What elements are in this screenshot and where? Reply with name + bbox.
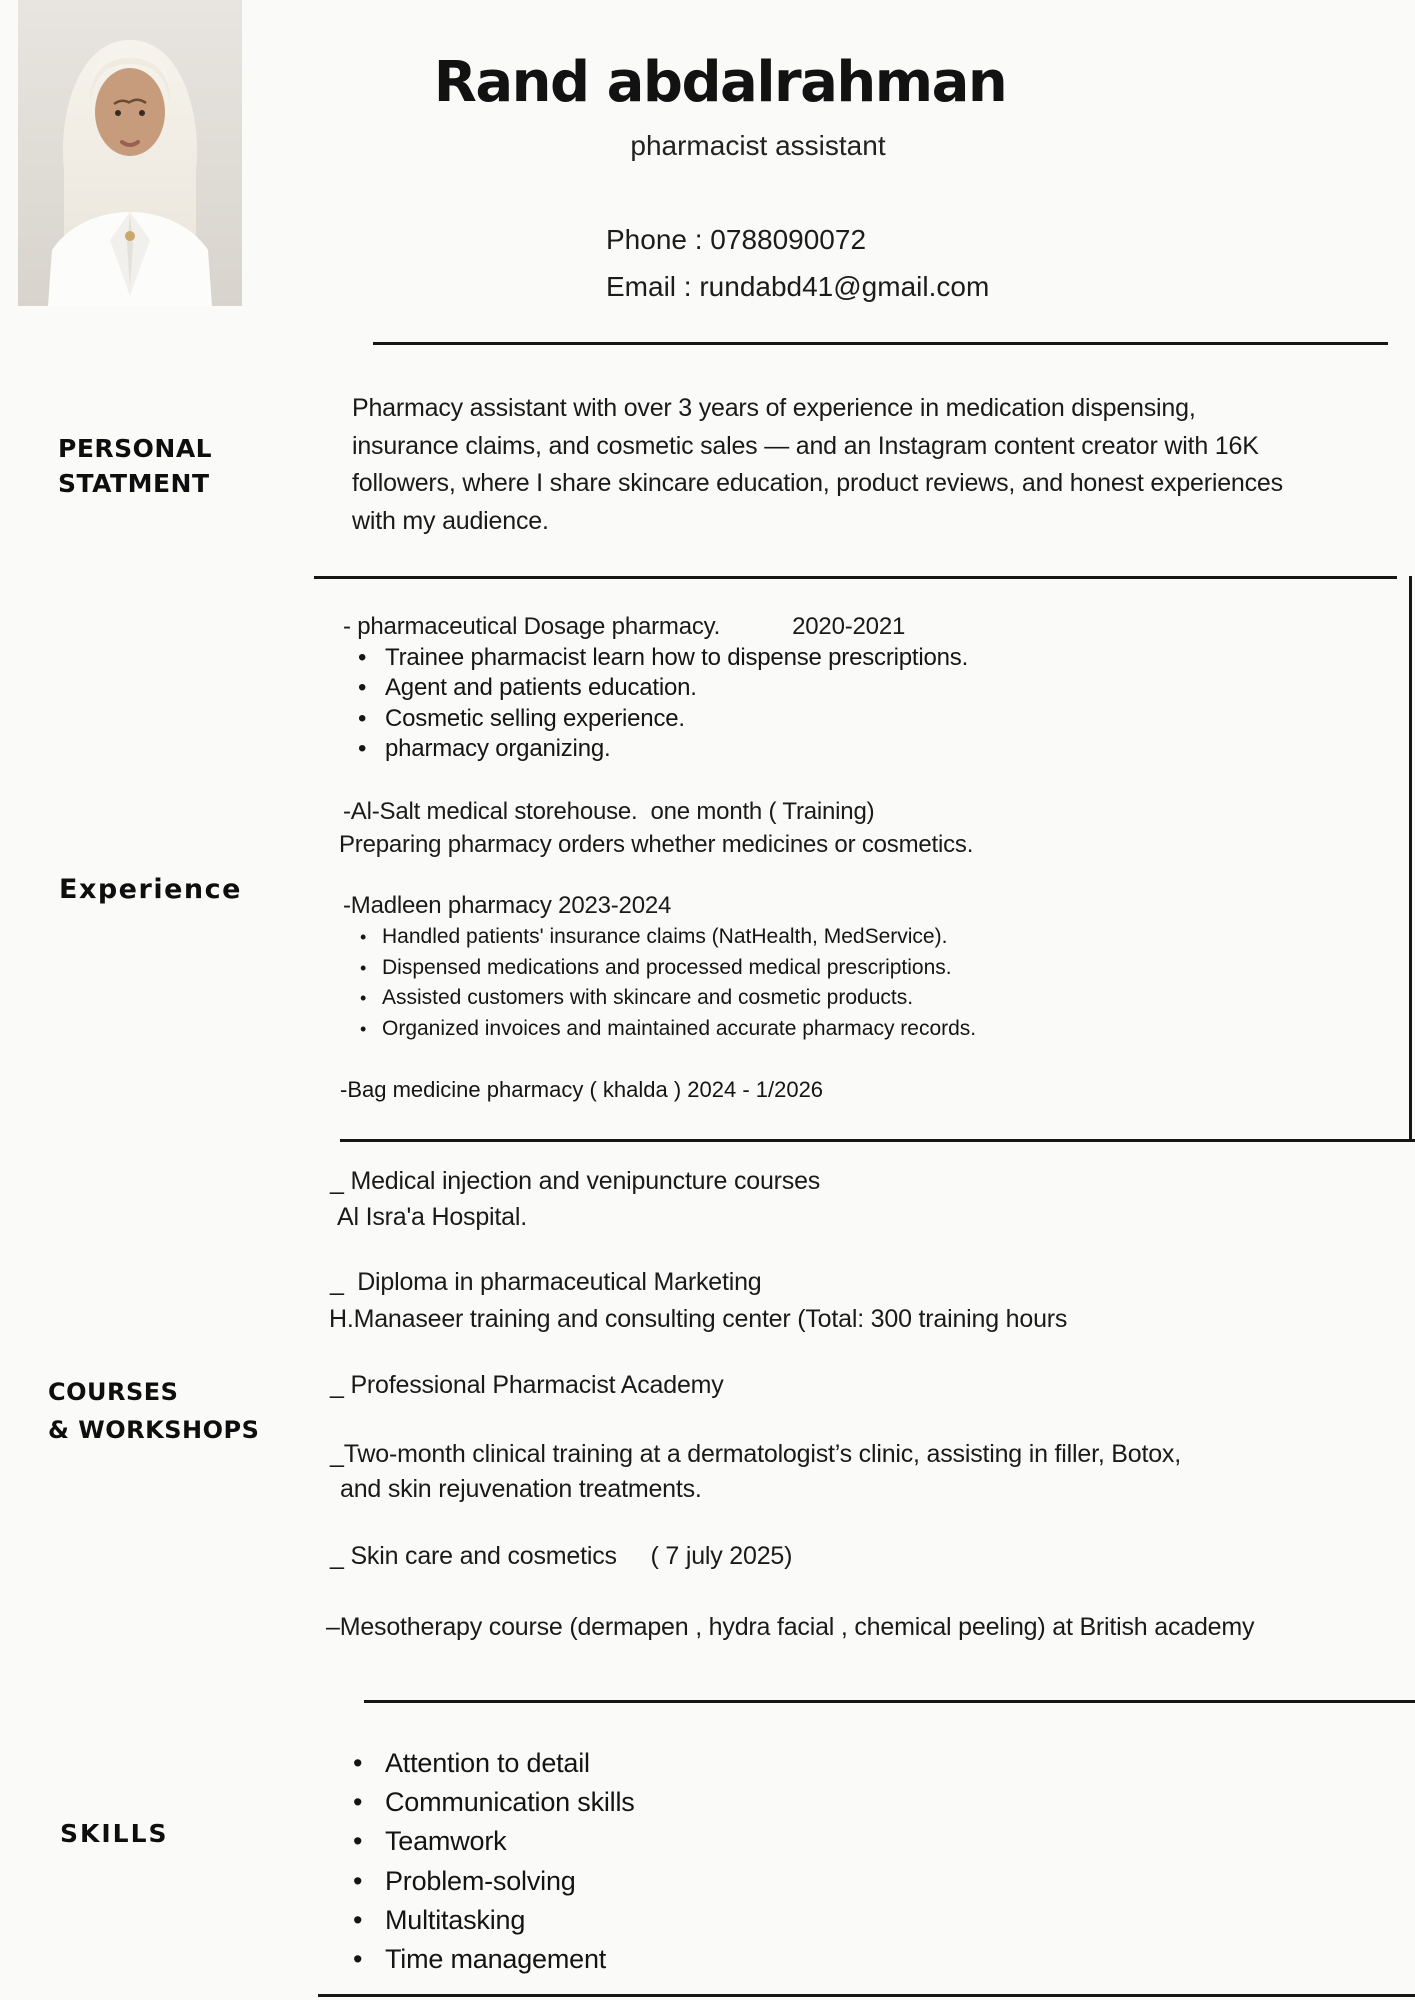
personal-heading-line2: STATMENT (58, 469, 210, 498)
job2-description: Preparing pharmacy orders whether medicines or cosmetics. (339, 831, 974, 858)
personal-statement-line: insurance claims, and cosmetic sales — and an Instagram content creator with 16K (352, 431, 1259, 460)
section-heading-courses (48, 1373, 259, 1449)
divider-experience (340, 1139, 1415, 1142)
course-item-detail: H.Manaseer training and consulting center (Total: 300 training hours (329, 1305, 1068, 1333)
courses-heading-line1: COURSES (48, 1378, 179, 1406)
job1-bullet: • Cosmetic selling experience. (358, 704, 968, 734)
skill-item: • Problem-solving (353, 1862, 635, 1901)
job3-bullet-list (360, 922, 976, 1044)
course-item-title: _ Skin care and cosmetics ( 7 july 2025) (330, 1542, 793, 1570)
skill-item: • Multitasking (353, 1901, 635, 1940)
skill-item: • Time management (353, 1940, 635, 1979)
course-item-title: –Mesotherapy course (dermapen , hydra facial , chemical peeling) at British academy (326, 1613, 1255, 1641)
section-heading-skills: SKILLS (60, 1819, 169, 1848)
job3-bullet: • Organized invoices and maintained accurate pharmacy records. (360, 1014, 976, 1045)
divider-bottom (318, 1994, 1415, 1997)
skill-item: • Attention to detail (353, 1744, 635, 1783)
divider-personal-statement (314, 576, 1397, 579)
candidate-job-title: pharmacist assistant (630, 130, 886, 161)
course-item-title: _ Diploma in pharmaceutical Marketing (330, 1268, 762, 1296)
divider-header (373, 342, 1388, 345)
course-item-detail: and skin rejuvenation treatments. (340, 1475, 702, 1503)
section-heading-personal-statement (58, 431, 212, 501)
personal-heading-line1: PERSONAL (58, 434, 213, 463)
job1-bullet-list (358, 643, 968, 764)
email-line: Email : rundabd41@gmail.com (606, 271, 990, 302)
skills-list (353, 1744, 635, 1979)
job3-bullet: • Assisted customers with skincare and cosmetic products. (360, 983, 976, 1014)
course-item-title: _Two-month clinical training at a dermatologist’s clinic, assisting in filler, Botox, (330, 1440, 1181, 1468)
course-item-detail: Al Isra'a Hospital. (337, 1203, 527, 1231)
job1-title: - pharmaceutical Dosage pharmacy. (343, 613, 721, 640)
job2-title: -Al-Salt medical storehouse. one month ( Training) (343, 798, 875, 825)
course-item-title: _ Medical injection and venipuncture courses (330, 1167, 821, 1195)
job1-bullet: • Trainee pharmacist learn how to dispense prescriptions. (358, 643, 968, 673)
personal-statement-line: followers, where I share skincare education, product reviews, and honest experiences (352, 469, 1283, 497)
job4-title: -Bag medicine pharmacy ( khalda ) 2024 - 1/2026 (340, 1077, 824, 1102)
job1-dates: 2020-2021 (792, 613, 906, 640)
job3-bullet: • Dispensed medications and processed medical prescriptions. (360, 953, 976, 984)
profile-photo-image (18, 0, 242, 306)
candidate-name: Rand abdalrahman (433, 50, 1007, 115)
right-edge-border (1409, 576, 1412, 1142)
personal-statement-line: Pharmacy assistant with over 3 years of experience in medication dispensing, (352, 394, 1196, 422)
phone-line: Phone : 0788090072 (606, 224, 867, 255)
experience-job1-header (343, 613, 905, 641)
skill-item: • Communication skills (353, 1783, 635, 1822)
job1-bullet: • pharmacy organizing. (358, 734, 968, 764)
course-item-title: _ Professional Pharmacist Academy (330, 1371, 724, 1399)
job3-bullet: • Handled patients' insurance claims (NatHealth, MedService). (360, 922, 976, 953)
personal-statement-line: with my audience. (352, 506, 549, 535)
personal-statement-text (352, 390, 1412, 540)
divider-courses (364, 1700, 1415, 1703)
courses-heading-line2: & WORKSHOPS (48, 1416, 260, 1444)
job3-title: -Madleen pharmacy 2023-2024 (343, 892, 672, 919)
section-heading-experience: Experience (59, 874, 242, 905)
job1-bullet: • Agent and patients education. (358, 673, 968, 703)
profile-photo (18, 0, 242, 306)
skill-item: • Teamwork (353, 1822, 635, 1861)
